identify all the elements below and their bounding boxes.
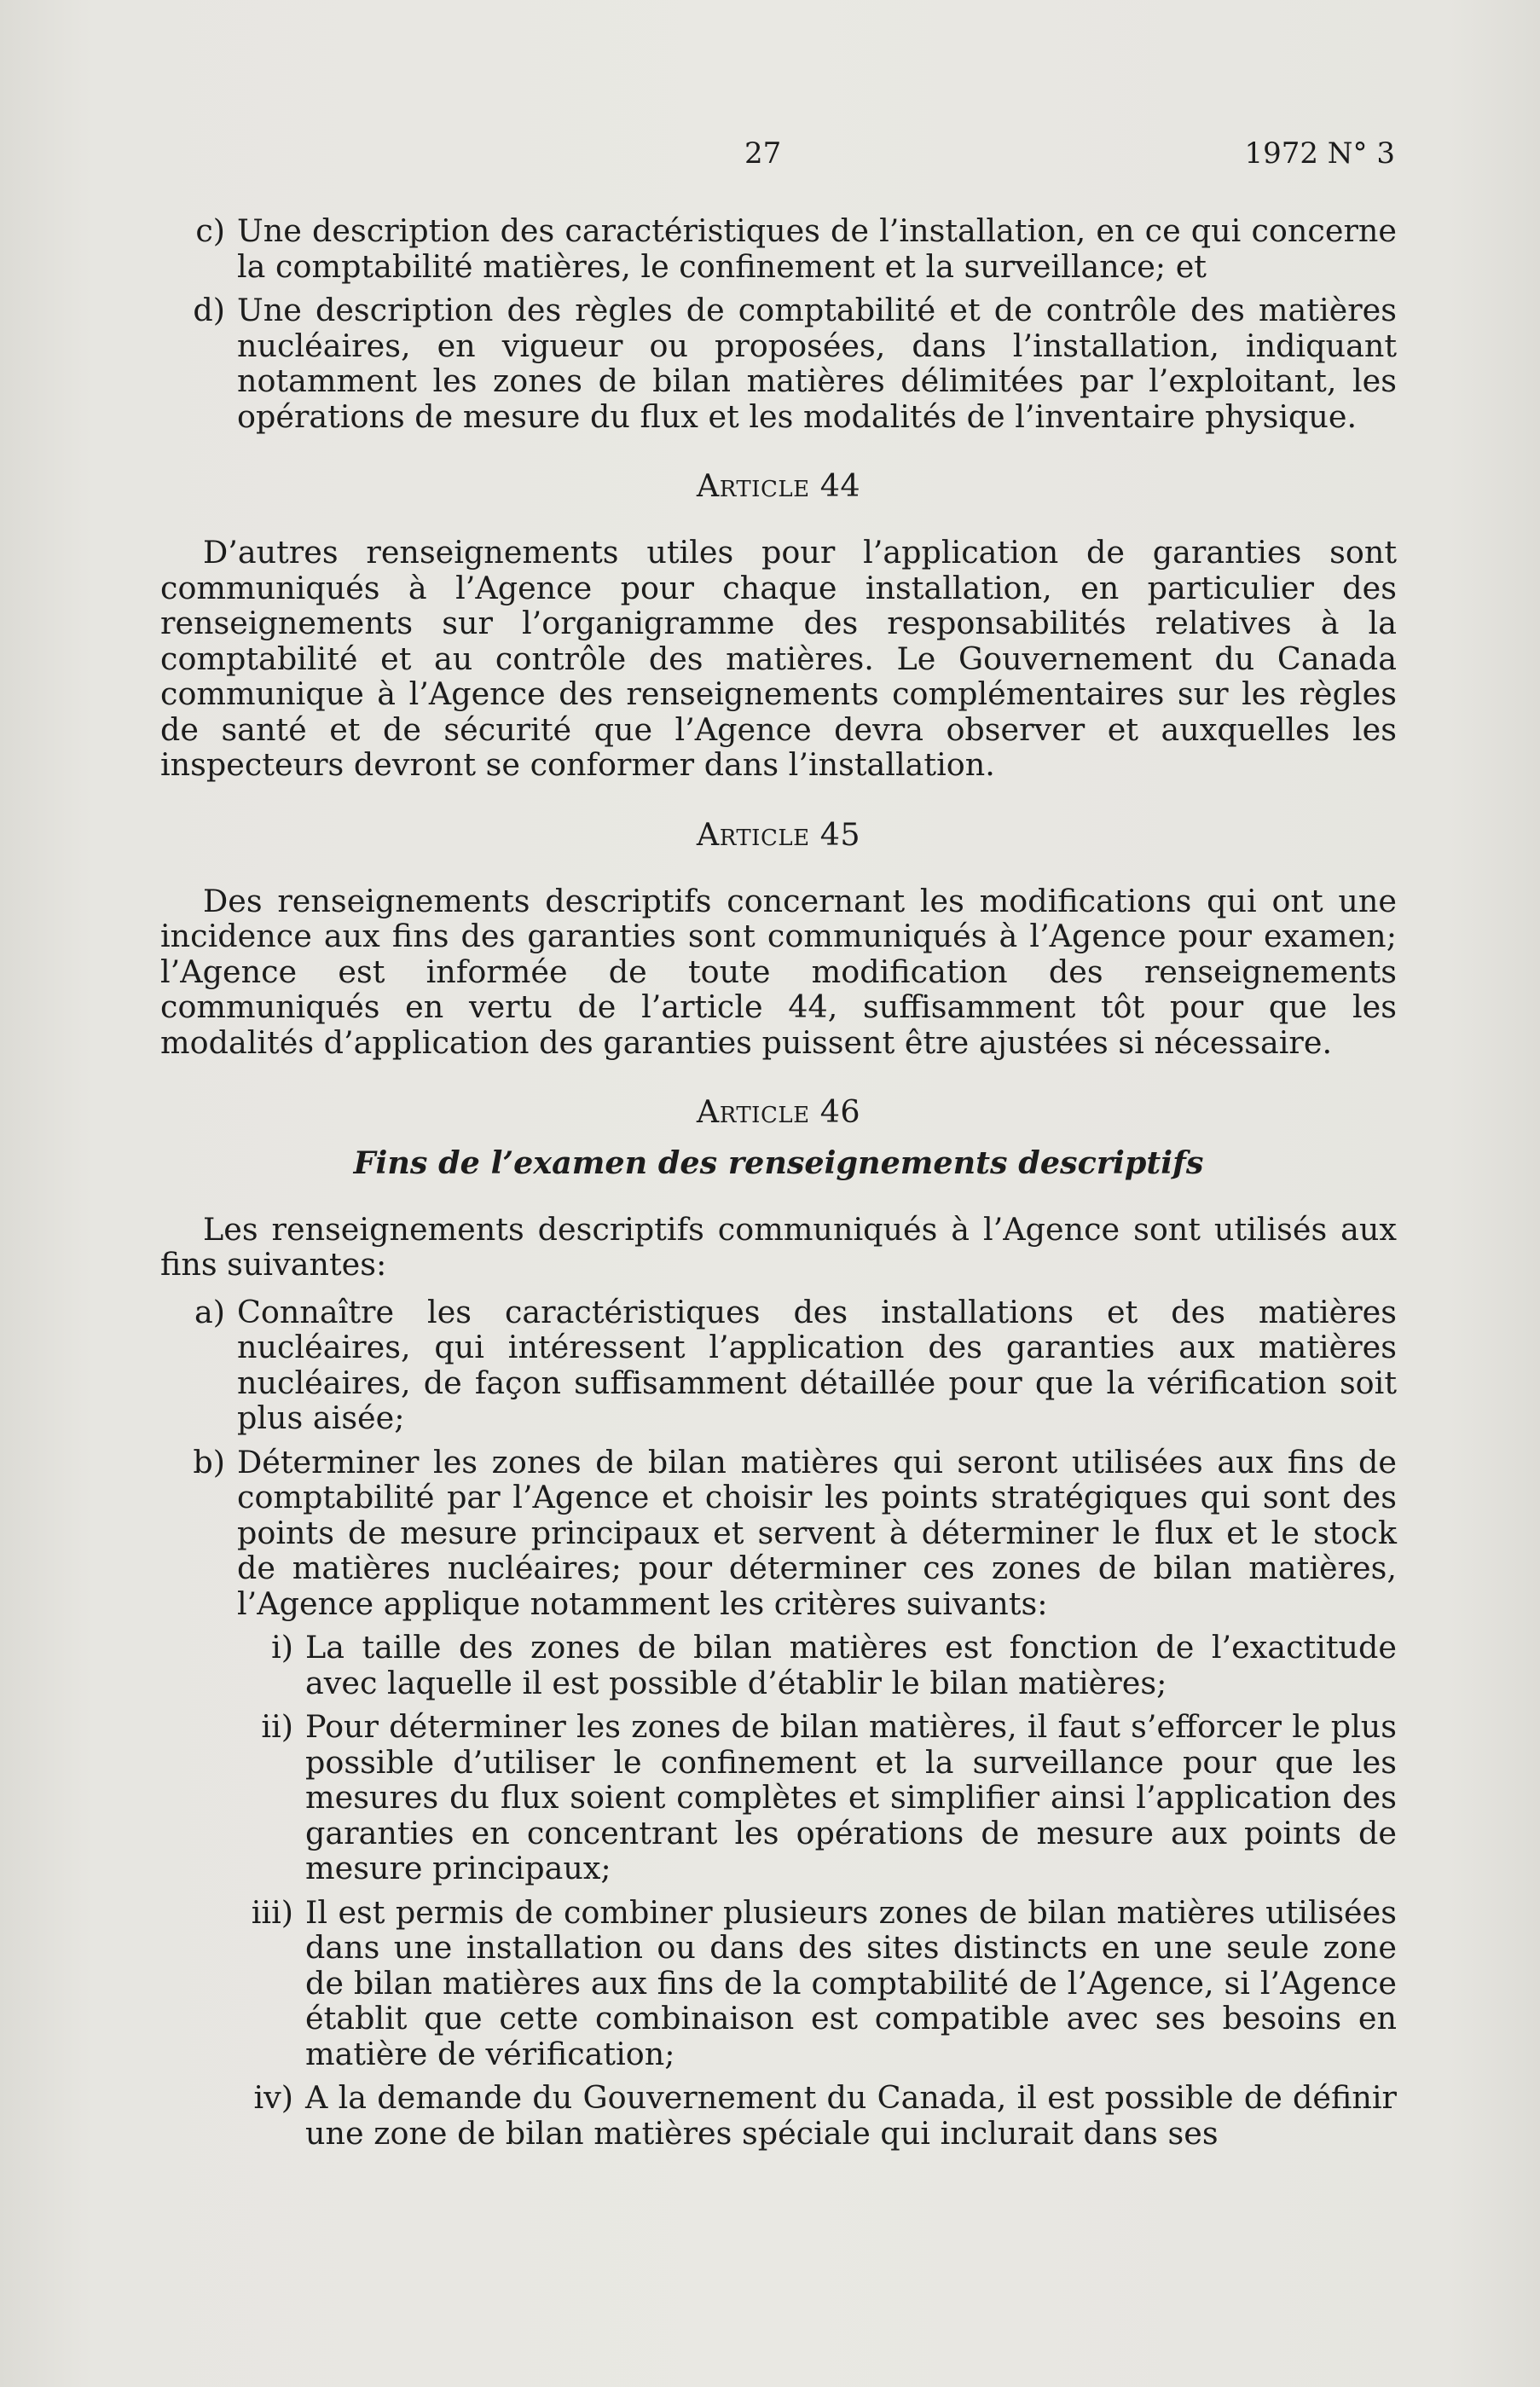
page-content [160, 213, 1397, 2159]
page-header [0, 136, 1540, 179]
sub-item-text: Pour déterminer les zones de bilan matières, il faut s’efforcer le plus possible d’utiliser le confinement et la surveillance pour que les mesures du flux soient complètes et simplifier ainsi l’application des garanties en concentrant les opérations de mesure aux points de mesure principaux; [305, 1708, 1397, 1886]
article-44-heading: Article 44 [696, 467, 861, 504]
article-45-heading: Article 45 [696, 815, 861, 853]
article-44-paragraph: D’autres renseignements utiles pour l’application de garanties sont communiqués à l’Agence pour chaque installation, en particulier des renseignements sur l’organigramme des responsabilités relatives à la comptabilité et au contrôle des matières. Le Gouvernement du Canada communique à l’Agence des renseignements complémentaires sur les règles de santé et de sécurité que l’Agence devra observer et auxquelles les inspecteurs devront se conformer dans l’installation. [160, 534, 1397, 783]
list-marker: d) [193, 292, 225, 328]
list-item-text: Déterminer les zones de bilan matières qui seront utilisées aux fins de comptabilité par l’Agence et choisir les points stratégiques qui sont des points de mesure principaux et servent à déterminer le flux et le stock de matières nucléaires; pour déterminer ces zones de bilan matières, l’Agence applique notamment les critères suivants: [237, 1443, 1397, 1622]
list-marker: c) [195, 212, 225, 249]
article-46-subheading: Fins de l’examen des renseignements descriptifs [353, 1144, 1204, 1181]
year-number: 1972 N° 3 [1244, 136, 1395, 171]
sub-item-iv [237, 2080, 1397, 2151]
sub-marker: ii) [261, 1708, 293, 1745]
article-45-paragraph: Des renseignements descriptifs concernant les modifications qui ont une incidence aux fins des garanties sont communiqués à l’Agence pour examen; l’Agence est informée de toute modification des renseignements communiqués en vertu de l’article 44, suffisamment tôt pour que les modalités d’application des garanties puissent être ajustées si nécessaire. [160, 882, 1397, 1061]
list-item-b [160, 1445, 1397, 1622]
list-item-c [160, 213, 1397, 284]
article-46-intro: Les renseignements descriptifs communiqués à l’Agence sont utilisés aux fins suivantes: [160, 1210, 1397, 1283]
page-number: 27 [744, 136, 782, 171]
list-item-a [160, 1295, 1397, 1436]
sub-marker: iii) [251, 1893, 293, 1931]
sub-marker: iv) [253, 2079, 293, 2116]
article-46-heading: Article 46 [696, 1093, 861, 1130]
sub-item-ii [237, 1709, 1397, 1886]
list-item-text: Connaître les caractéristiques des installations et des matières nucléaires, qui intéressent l’application des garanties aux matières nucléaires, de façon suffisamment détaillée pour que la vérification soit plus aisée; [237, 1293, 1397, 1436]
list-marker: b) [193, 1443, 225, 1480]
sub-item-i [237, 1630, 1397, 1700]
list-item-text: Une description des caractéristiques de l’installation, en ce qui concerne la comptabilité matières, le confinement et la surveillance; et [237, 212, 1397, 285]
sub-item-text: La taille des zones de bilan matières est fonction de l’exactitude avec laquelle il est possible d’établir le bilan matières; [305, 1629, 1397, 1701]
sub-marker: i) [271, 1629, 293, 1666]
list-item-d [160, 293, 1397, 434]
sub-item-iii [237, 1895, 1397, 2072]
sub-item-text: Il est permis de combiner plusieurs zones de bilan matières utilisées dans une installation ou dans des sites distincts en une seule zone de bilan matières aux fins de la comptabilité de l’Agence, si l’Agence établit que cette combinaison est compatible avec ses besoins en matière de vérification; [305, 1893, 1397, 2072]
list-item-text: Une description des règles de comptabilité et de contrôle des matières nucléaires, en vigueur ou proposées, dans l’installation, indiquant notamment les zones de bilan matières délimitées par l’exploitant, les opérations de mesure du flux et les modalités de l’inventaire physique. [237, 292, 1397, 435]
sub-item-text: A la demande du Gouvernement du Canada, il est possible de définir une zone de bilan matières spéciale qui inclurait dans ses [305, 2079, 1397, 2152]
list-marker: a) [194, 1293, 225, 1330]
